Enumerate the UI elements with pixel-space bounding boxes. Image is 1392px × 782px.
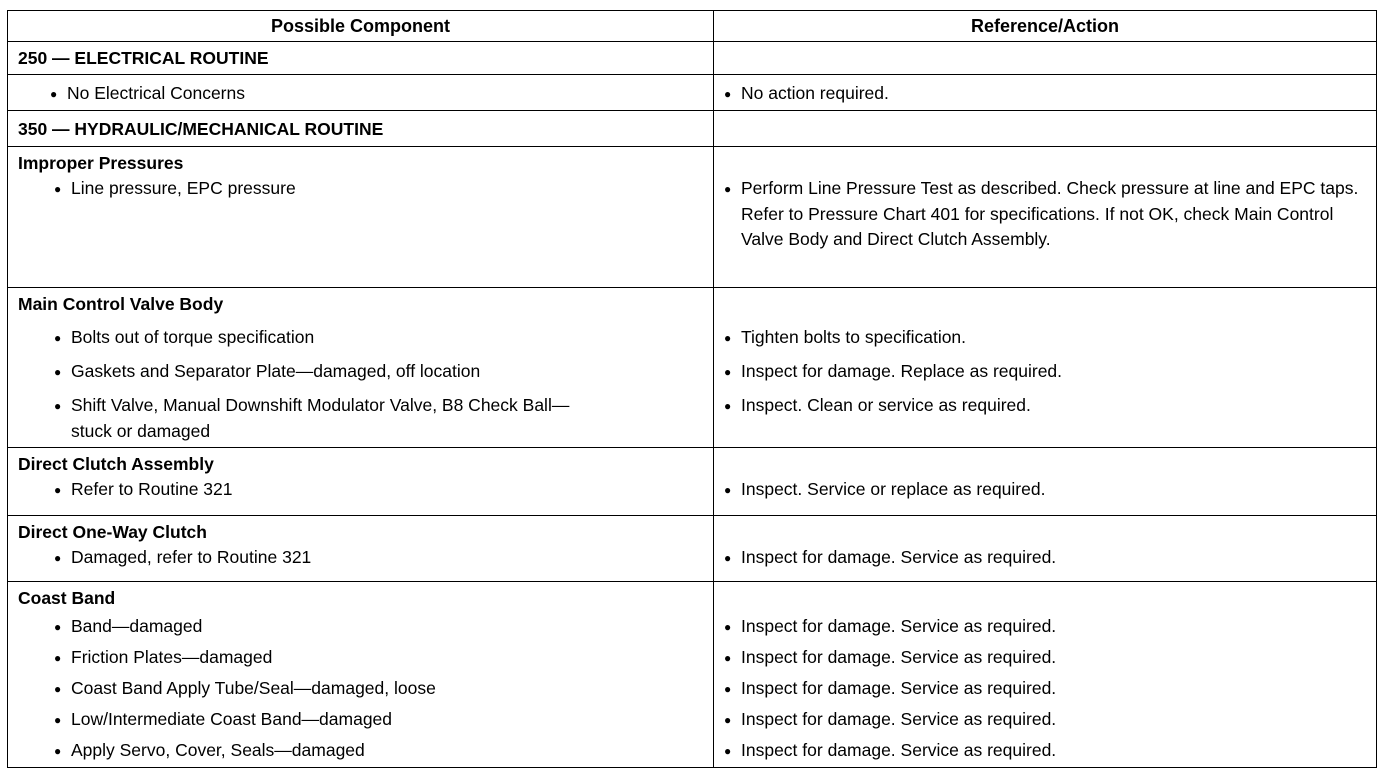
- diagnosis-table-page: [7, 10, 1376, 776]
- bullet-icon: ●: [724, 744, 732, 758]
- action-item: ● Inspect for damage. Service as required.: [724, 707, 1370, 733]
- bullet-icon: ●: [724, 365, 732, 379]
- component-item: ● Shift Valve, Manual Downshift Modulator Valve, B8 Check Ball—stuck or damaged: [54, 395, 570, 441]
- section-title: Direct One-Way Clutch: [18, 522, 207, 542]
- section-row-hydraulic-mechanical-routine: [8, 111, 1377, 147]
- bullet-icon: ●: [54, 713, 62, 727]
- action-item: ● Inspect. Service or replace as required.: [724, 477, 1370, 503]
- bullet-icon: ●: [724, 713, 732, 727]
- action-item: ● No action required.: [724, 81, 1370, 107]
- bullet-icon: ●: [54, 182, 62, 196]
- component-item: ● Friction Plates—damaged: [18, 645, 707, 671]
- component-item: ● Band—damaged: [18, 614, 707, 640]
- section-row-electrical-routine: [8, 42, 1377, 75]
- section-title: 350 — HYDRAULIC/MECHANICAL ROUTINE: [18, 119, 384, 139]
- component-item: ● No Electrical Concerns: [18, 81, 707, 107]
- action-item: ● Perform Line Pressure Test as described. Check pressure at line and EPC taps. Refer to Pressure Chart 401 for specifications. If not OK, check Main Control Valve Body and Direct Clutch Assembly.: [724, 178, 1359, 249]
- bullet-icon: ●: [724, 651, 732, 665]
- table-row: [8, 75, 1377, 111]
- section-row-improper-pressures: [8, 147, 1377, 288]
- section-title: Coast Band: [18, 588, 116, 608]
- section-row-direct-clutch-assembly: [8, 448, 1377, 516]
- action-item: ● Inspect for damage. Service as required.: [724, 545, 1370, 571]
- bullet-icon: ●: [54, 483, 62, 497]
- bullet-icon: ●: [54, 744, 62, 758]
- section-row-coast-band: [8, 582, 1377, 768]
- component-item: ● Bolts out of torque specification: [18, 325, 707, 351]
- bullet-icon: ●: [54, 551, 62, 565]
- bullet-icon: ●: [54, 620, 62, 634]
- component-item: ● Refer to Routine 321: [18, 477, 707, 503]
- bullet-icon: ●: [724, 331, 732, 345]
- column-header-component: Possible Component: [8, 11, 714, 42]
- component-item: ● Damaged, refer to Routine 321: [18, 545, 707, 571]
- bullet-icon: ●: [724, 551, 732, 565]
- component-item: ● Coast Band Apply Tube/Seal—damaged, loose: [18, 676, 707, 702]
- bullet-icon: ●: [54, 331, 62, 345]
- section-title: Improper Pressures: [18, 153, 184, 173]
- bullet-icon: ●: [54, 651, 62, 665]
- bullet-icon: ●: [50, 87, 58, 101]
- header-row: [8, 11, 1377, 42]
- section-title: Direct Clutch Assembly: [18, 454, 214, 474]
- section-title: Main Control Valve Body: [18, 294, 224, 314]
- bullet-icon: ●: [724, 87, 732, 101]
- component-item: ● Gaskets and Separator Plate—damaged, off location: [18, 359, 707, 385]
- bullet-icon: ●: [724, 399, 732, 413]
- bullet-icon: ●: [724, 483, 732, 497]
- column-header-action: Reference/Action: [714, 11, 1377, 42]
- component-item: ● Apply Servo, Cover, Seals—damaged: [18, 738, 707, 764]
- action-item: ● Tighten bolts to specification.: [724, 325, 1370, 351]
- component-item: ● Line pressure, EPC pressure: [18, 176, 707, 202]
- bullet-icon: ●: [724, 182, 732, 196]
- action-item: ● Inspect for damage. Service as required.: [724, 738, 1370, 764]
- diagnosis-table: [7, 10, 1377, 768]
- bullet-icon: ●: [54, 399, 62, 413]
- section-title: 250 — ELECTRICAL ROUTINE: [18, 48, 269, 68]
- bullet-icon: ●: [54, 365, 62, 379]
- component-item: ● Low/Intermediate Coast Band—damaged: [18, 707, 707, 733]
- section-row-direct-one-way-clutch: [8, 516, 1377, 582]
- bullet-icon: ●: [54, 682, 62, 696]
- action-item: ● Inspect for damage. Service as required.: [724, 676, 1370, 702]
- bullet-icon: ●: [724, 620, 732, 634]
- bullet-icon: ●: [724, 682, 732, 696]
- action-item: ● Inspect for damage. Replace as required.: [724, 359, 1370, 385]
- action-item: ● Inspect for damage. Service as required.: [724, 614, 1370, 640]
- action-item: ● Inspect for damage. Service as required.: [724, 645, 1370, 671]
- action-item: ● Inspect. Clean or service as required.: [724, 393, 1370, 419]
- section-row-main-control-valve-body: [8, 288, 1377, 448]
